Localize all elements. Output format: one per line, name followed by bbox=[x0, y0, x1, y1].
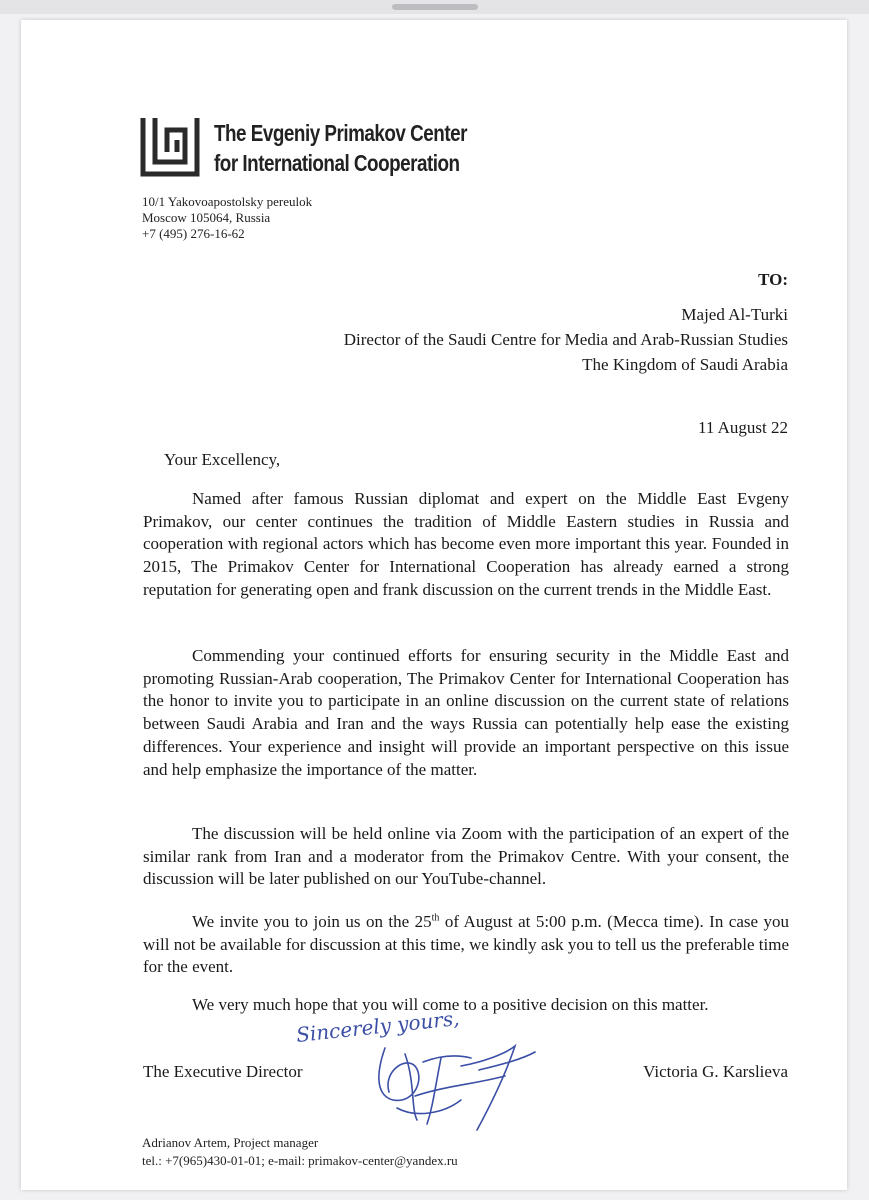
recipient-title: Director of the Saudi Centre for Media and Arab-Russian Studies bbox=[343, 330, 788, 349]
address-line2: Moscow 105064, Russia bbox=[142, 210, 271, 225]
organization-name-line1: The Evgeniy Primakov Center bbox=[214, 120, 467, 146]
organization-phone: +7 (495) 276-16-62 bbox=[142, 226, 245, 241]
paragraph-2 bbox=[143, 645, 789, 781]
paragraph-4-text bbox=[143, 911, 789, 979]
organization-name bbox=[214, 118, 467, 178]
contact-person: Adrianov Artem, Project manager bbox=[142, 1135, 319, 1150]
letter-sheet bbox=[21, 20, 847, 1190]
paragraph-3-text: The discussion will be held online via Zoom with the participation of an expert of the similar rank from Iran and a moderator from the Primakov Centre. With your consent, the discussion will be later published on our YouTube-channel. bbox=[143, 824, 789, 889]
paragraph-2-text: Commending your continued efforts for ensuring security in the Middle East and promoting Russian-Arab cooperation, The Primakov Center for International Cooperation has the honor to invite you to participate in an online discussion on the current state of relations between Saudi Arabia and Iran and the ways Russia can potentially help ease the existing differences. Your experience and insight will provide an important perspective on this issue and help emphasize the importance of the matter. bbox=[143, 646, 789, 779]
top-bar bbox=[0, 0, 869, 14]
paragraph-4 bbox=[143, 911, 789, 979]
recipient-country: The Kingdom of Saudi Arabia bbox=[582, 355, 788, 374]
organization-name-line2: for International Cooperation bbox=[214, 150, 460, 176]
paragraph-1 bbox=[143, 488, 789, 602]
address-line1: 10/1 Yakovoapostolsky pereulok bbox=[142, 194, 313, 209]
paragraph-3 bbox=[143, 823, 789, 891]
signer-name: Victoria G. Karslieva bbox=[643, 1062, 788, 1081]
letter-date: 11 August 22 bbox=[697, 418, 788, 437]
contact-block bbox=[142, 1134, 458, 1170]
primakov-logo-icon bbox=[139, 116, 201, 178]
paragraph-5-text: We very much hope that you will come to a positive decision on this matter. bbox=[192, 995, 709, 1014]
contact-line: tel.: +7(965)430-01-01; e-mail: primakov-center@yandex.ru bbox=[142, 1153, 458, 1168]
paragraph-4-end: of August at 5:00 p.m. (Mecca time). In case you will not be available for discussion at this time, we kindly ask you to tell us the preferable time for the event. bbox=[143, 912, 789, 977]
organization-address bbox=[142, 194, 312, 242]
salutation: Your Excellency, bbox=[164, 450, 281, 469]
paragraph-4-start: We invite you to join us on the 25 bbox=[192, 912, 432, 931]
sincerely-yours-handwritten: Sincerely yours, bbox=[295, 1005, 461, 1047]
handwritten-signature bbox=[265, 996, 565, 1144]
signer-role: The Executive Director bbox=[143, 1062, 303, 1081]
paragraph-1-text: Named after famous Russian diplomat and expert on the Middle East Evgeny Primakov, our center continues the tradition of Middle Eastern studies in Russia and cooperation with regional actors which has become even more important this year. Founded in 2015, The Primakov Center for International Cooperation has already earned a strong reputation for generating open and frank discussion on the current trends in the Middle East. bbox=[143, 489, 789, 599]
ordinal-suffix: th bbox=[431, 912, 440, 924]
to-label: TO: bbox=[758, 270, 788, 289]
recipient-block bbox=[344, 302, 788, 377]
grabber-handle[interactable] bbox=[392, 4, 478, 10]
recipient-name: Majed Al-Turki bbox=[681, 305, 788, 324]
